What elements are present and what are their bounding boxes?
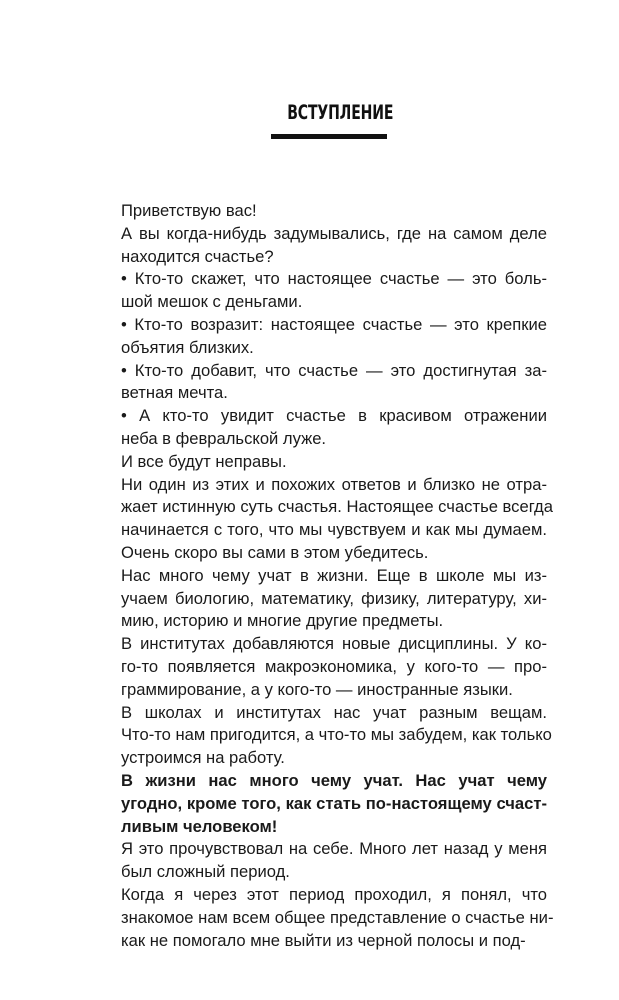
text-line: объятия близких. [121, 337, 254, 357]
text-line: А вы когда-нибудь задумывались, где на самом деле [121, 223, 547, 243]
text-line: Когда я через этот период проходил, я понял, что [121, 884, 547, 904]
chapter-title: ВСТУПЛЕНИЕ [287, 101, 394, 124]
paragraph [96, 405, 547, 451]
text-line: Что-то нам пригодится, а что-то мы забудем, как только [121, 725, 552, 745]
text-line: В жизни нас много чему учат. Нас учат чему [121, 770, 547, 790]
paragraph [96, 451, 547, 474]
text-line: В школах и институтах нас учат разным вещам. [121, 702, 547, 722]
text-line: граммирование, а у кого-то — иностранные языки. [121, 679, 513, 699]
chapter-title-underline [271, 134, 387, 139]
paragraph [96, 702, 552, 770]
paragraph [96, 268, 547, 314]
text-line: В институтах добавляются новые дисциплины. У ко- [121, 634, 547, 654]
text-line: устроимся на работу. [121, 748, 285, 768]
text-line: ветная мечта. [121, 383, 228, 403]
text-line: го-то появляется макроэкономика, у кого-то — про- [121, 656, 547, 676]
paragraph [96, 223, 547, 269]
text-line: как не помогало мне выйти из черной полосы и под- [121, 930, 526, 950]
text-line: Нас много чему учат в жизни. Еще в школе мы из- [121, 565, 547, 585]
text-line: Я это прочувствовал на себе. Много лет назад у меня [121, 839, 547, 859]
text-line: учаем биологию, математику, физику, литературу, хи- [121, 588, 547, 608]
text-line: неба в февральской луже. [121, 428, 327, 448]
text-line: • Кто-то скажет, что настоящее счастье — это боль- [121, 269, 547, 289]
paragraph [96, 314, 547, 360]
text-line: мию, историю и многие другие предметы. [121, 611, 444, 631]
paragraph [96, 565, 547, 633]
text-line: Ни один из этих и похожих ответов и близко не отра- [121, 474, 547, 494]
text-line: шой мешок с деньгами. [121, 292, 303, 312]
text-line: • А кто-то увидит счастье в красивом отражении [121, 406, 547, 426]
paragraph [96, 474, 553, 565]
text-line: • Кто-то добавит, что счастье — это достигнутая за- [121, 360, 547, 380]
text-line: И все будут неправы. [121, 451, 287, 471]
text-line: • Кто-то возразит: настоящее счастье — это крепкие [121, 314, 547, 334]
text-line: Приветствую вас! [121, 201, 257, 220]
paragraph [96, 838, 547, 884]
paragraph [96, 884, 554, 952]
text-line: был сложный период. [121, 862, 290, 882]
body-text [96, 200, 554, 952]
text-line: ливым человеком! [121, 816, 278, 836]
text-line: Очень скоро вы сами в этом убедитесь. [121, 542, 429, 562]
text-line: начинается с того, что мы чувствуем и как мы думаем. [121, 520, 547, 540]
emphasis-paragraph [96, 770, 547, 838]
paragraph [96, 200, 547, 223]
text-line: находится счастье? [121, 246, 274, 266]
paragraph [96, 360, 547, 406]
text-line: угодно, кроме того, как стать по-настоящему счаст- [121, 793, 547, 813]
text-line: знакомое нам всем общее представление о счастье ни- [121, 907, 554, 927]
chapter-heading [271, 100, 394, 139]
text-line: жает истинную суть счастья. Настоящее счастье всегда [121, 497, 553, 517]
paragraph [96, 633, 547, 701]
